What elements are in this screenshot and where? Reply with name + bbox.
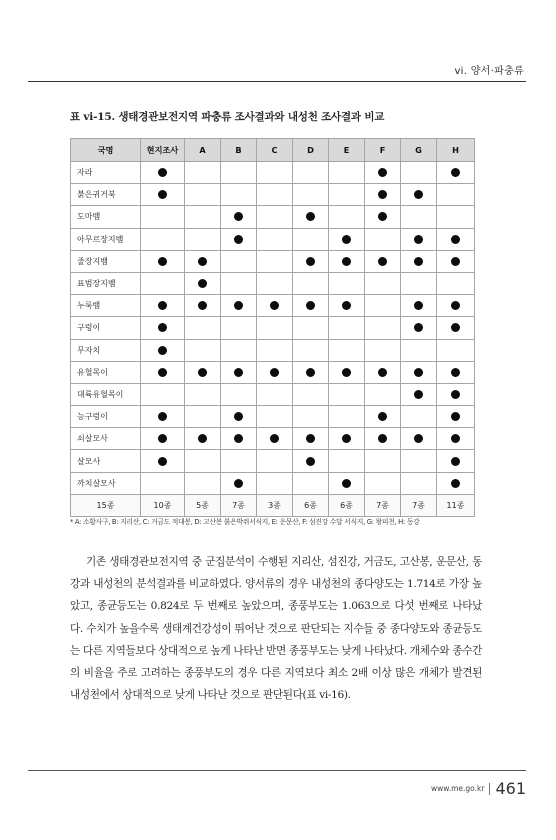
presence-cell — [293, 184, 329, 206]
presence-cell — [141, 472, 185, 494]
presence-dot-icon — [378, 368, 387, 377]
presence-dot-icon — [198, 279, 207, 288]
presence-dot-icon — [158, 434, 167, 443]
presence-cell — [401, 184, 437, 206]
presence-cell — [365, 228, 401, 250]
presence-cell — [185, 472, 221, 494]
species-name: 대륙유혈목이 — [71, 383, 141, 405]
presence-dot-icon — [451, 235, 460, 244]
presence-cell — [401, 250, 437, 272]
presence-cell — [293, 250, 329, 272]
presence-dot-icon — [306, 257, 315, 266]
total-cell: 7종 — [221, 494, 257, 516]
presence-cell — [141, 272, 185, 294]
table-header-row — [71, 139, 475, 162]
presence-cell — [401, 450, 437, 472]
presence-cell — [437, 317, 475, 339]
column-header: A — [185, 139, 221, 162]
presence-cell — [437, 272, 475, 294]
presence-cell — [365, 450, 401, 472]
presence-cell — [221, 228, 257, 250]
presence-dot-icon — [451, 412, 460, 421]
presence-cell — [401, 317, 437, 339]
presence-dot-icon — [158, 323, 167, 332]
presence-dot-icon — [414, 257, 423, 266]
column-header: B — [221, 139, 257, 162]
presence-cell — [293, 228, 329, 250]
presence-dot-icon — [158, 346, 167, 355]
presence-dot-icon — [198, 301, 207, 310]
species-name: 쇠살모사 — [71, 428, 141, 450]
presence-cell — [293, 295, 329, 317]
presence-cell — [257, 472, 293, 494]
presence-dot-icon — [306, 212, 315, 221]
presence-dot-icon — [306, 301, 315, 310]
presence-cell — [221, 472, 257, 494]
presence-cell — [329, 383, 365, 405]
presence-cell — [185, 428, 221, 450]
presence-cell — [365, 295, 401, 317]
presence-cell — [257, 206, 293, 228]
presence-cell — [437, 162, 475, 184]
footer-url: www.me.go.kr — [431, 784, 485, 793]
presence-cell — [185, 250, 221, 272]
column-header: C — [257, 139, 293, 162]
presence-cell — [329, 450, 365, 472]
column-header: 현지조사 — [141, 139, 185, 162]
presence-cell — [141, 428, 185, 450]
table-caption: 표 vi-15. 생태경관보전지역 파충류 조사결과와 내성천 조사결과 비교 — [70, 111, 385, 123]
presence-cell — [221, 206, 257, 228]
total-cell: 6종 — [293, 494, 329, 516]
total-cell: 5종 — [185, 494, 221, 516]
presence-cell — [185, 383, 221, 405]
presence-cell — [141, 383, 185, 405]
presence-cell — [401, 428, 437, 450]
body-paragraph: 기존 생태경관보전지역 중 군집분석이 수행된 지리산, 섬진강, 거금도, 고산봉, 운문산, 동강과 내성천의 분석결과를 비교하였다. 양서류의 경우 내성천의 종다양도는 1.714로 가장 높았고, 종균등도는 0.824로 두 번째로 높았으며, 종풍부도는 1.063으로 다섯 번째로 나타났다. 수치가 높을수록 생태계건강성이 뛰어난 것으로 판단되는 지수들 중 종다양도와 종균등도는 다른 지역들보다 상대적으로 높게 나타난 반면 종풍부도는 낮게 나타났다. 개체수와 종수간의 비율을 주로 고려하는 종풍부도의 경우 다른 지역보다 최소 2배 이상 많은 개체가 발견된 내성천에서 상대적으로 낮게 나타난 것으로 판단된다(표 vi-16). — [70, 556, 482, 702]
presence-dot-icon — [270, 301, 279, 310]
species-name: 도마뱀 — [71, 206, 141, 228]
presence-cell — [185, 361, 221, 383]
totals-row — [71, 494, 475, 516]
presence-cell — [365, 250, 401, 272]
presence-cell — [365, 428, 401, 450]
species-name: 까치살모사 — [71, 472, 141, 494]
presence-cell — [221, 317, 257, 339]
presence-cell — [401, 383, 437, 405]
presence-cell — [437, 228, 475, 250]
presence-dot-icon — [198, 368, 207, 377]
presence-cell — [437, 472, 475, 494]
presence-dot-icon — [234, 412, 243, 421]
presence-cell — [437, 428, 475, 450]
presence-dot-icon — [306, 434, 315, 443]
presence-cell — [221, 272, 257, 294]
presence-cell — [329, 317, 365, 339]
species-name: 능구렁이 — [71, 406, 141, 428]
presence-dot-icon — [234, 212, 243, 221]
presence-cell — [185, 406, 221, 428]
table-row — [71, 184, 475, 206]
presence-cell — [257, 184, 293, 206]
species-name: 살모사 — [71, 450, 141, 472]
presence-dot-icon — [378, 190, 387, 199]
presence-cell — [141, 206, 185, 228]
presence-cell — [437, 361, 475, 383]
presence-cell — [365, 383, 401, 405]
presence-dot-icon — [342, 257, 351, 266]
presence-cell — [437, 406, 475, 428]
presence-dot-icon — [414, 301, 423, 310]
presence-cell — [221, 406, 257, 428]
presence-cell — [185, 317, 221, 339]
presence-cell — [401, 272, 437, 294]
column-header: H — [437, 139, 475, 162]
species-name: 아무르장지뱀 — [71, 228, 141, 250]
presence-cell — [293, 162, 329, 184]
species-name: 유혈목이 — [71, 361, 141, 383]
presence-cell — [437, 383, 475, 405]
presence-cell — [293, 317, 329, 339]
presence-dot-icon — [234, 235, 243, 244]
species-name: 붉은귀거북 — [71, 184, 141, 206]
total-cell: 7종 — [365, 494, 401, 516]
total-cell: 6종 — [329, 494, 365, 516]
presence-cell — [401, 339, 437, 361]
column-header: G — [401, 139, 437, 162]
presence-cell — [401, 206, 437, 228]
presence-dot-icon — [414, 390, 423, 399]
presence-cell — [401, 228, 437, 250]
presence-cell — [141, 406, 185, 428]
presence-cell — [257, 406, 293, 428]
presence-dot-icon — [158, 412, 167, 421]
table-row — [71, 272, 475, 294]
presence-dot-icon — [378, 212, 387, 221]
column-header: 국명 — [71, 139, 141, 162]
presence-cell — [293, 272, 329, 294]
presence-cell — [257, 428, 293, 450]
presence-cell — [365, 472, 401, 494]
presence-dot-icon — [451, 479, 460, 488]
presence-dot-icon — [342, 479, 351, 488]
presence-cell — [365, 406, 401, 428]
presence-cell — [329, 295, 365, 317]
total-cell: 11종 — [437, 494, 475, 516]
presence-dot-icon — [451, 457, 460, 466]
presence-cell — [293, 472, 329, 494]
presence-cell — [329, 184, 365, 206]
presence-cell — [221, 295, 257, 317]
presence-dot-icon — [342, 368, 351, 377]
footer-rule — [28, 770, 526, 771]
footer-separator — [489, 783, 490, 795]
presence-cell — [221, 428, 257, 450]
presence-cell — [293, 383, 329, 405]
presence-dot-icon — [234, 301, 243, 310]
presence-dot-icon — [342, 235, 351, 244]
presence-cell — [221, 361, 257, 383]
presence-cell — [329, 406, 365, 428]
presence-cell — [329, 206, 365, 228]
presence-dot-icon — [158, 368, 167, 377]
presence-dot-icon — [158, 301, 167, 310]
presence-dot-icon — [234, 368, 243, 377]
presence-dot-icon — [378, 412, 387, 421]
presence-dot-icon — [451, 257, 460, 266]
presence-cell — [257, 317, 293, 339]
column-header: F — [365, 139, 401, 162]
presence-cell — [221, 184, 257, 206]
table-row — [71, 250, 475, 272]
table-row — [71, 450, 475, 472]
presence-cell — [141, 339, 185, 361]
presence-cell — [329, 162, 365, 184]
presence-cell — [365, 184, 401, 206]
presence-dot-icon — [306, 368, 315, 377]
presence-cell — [141, 361, 185, 383]
presence-cell — [257, 450, 293, 472]
presence-cell — [257, 295, 293, 317]
presence-dot-icon — [414, 235, 423, 244]
presence-dot-icon — [306, 457, 315, 466]
table-row — [71, 428, 475, 450]
presence-dot-icon — [158, 168, 167, 177]
header-rule — [28, 81, 526, 82]
presence-cell — [185, 272, 221, 294]
presence-cell — [293, 361, 329, 383]
total-cell: 7종 — [401, 494, 437, 516]
presence-dot-icon — [451, 390, 460, 399]
presence-dot-icon — [342, 434, 351, 443]
presence-cell — [437, 295, 475, 317]
presence-cell — [141, 162, 185, 184]
table-row — [71, 472, 475, 494]
presence-cell — [329, 339, 365, 361]
presence-cell — [329, 250, 365, 272]
presence-dot-icon — [414, 323, 423, 332]
presence-cell — [329, 361, 365, 383]
page-footer — [431, 778, 526, 798]
presence-dot-icon — [234, 479, 243, 488]
total-cell: 15종 — [71, 494, 141, 516]
presence-cell — [401, 295, 437, 317]
presence-cell — [365, 162, 401, 184]
table-row — [71, 339, 475, 361]
presence-cell — [293, 406, 329, 428]
presence-cell — [257, 361, 293, 383]
presence-cell — [185, 339, 221, 361]
presence-cell — [329, 472, 365, 494]
presence-dot-icon — [270, 368, 279, 377]
presence-cell — [437, 206, 475, 228]
presence-dot-icon — [451, 301, 460, 310]
presence-cell — [293, 428, 329, 450]
species-name: 무자치 — [71, 339, 141, 361]
presence-cell — [365, 339, 401, 361]
presence-cell — [257, 250, 293, 272]
presence-cell — [293, 206, 329, 228]
presence-cell — [141, 250, 185, 272]
table-row — [71, 295, 475, 317]
column-header: E — [329, 139, 365, 162]
presence-cell — [401, 361, 437, 383]
presence-dot-icon — [414, 368, 423, 377]
presence-cell — [401, 406, 437, 428]
presence-cell — [141, 295, 185, 317]
presence-cell — [221, 383, 257, 405]
presence-dot-icon — [270, 434, 279, 443]
presence-cell — [437, 339, 475, 361]
table-row — [71, 383, 475, 405]
table-row — [71, 361, 475, 383]
presence-cell — [401, 472, 437, 494]
table-row — [71, 406, 475, 428]
presence-dot-icon — [378, 168, 387, 177]
presence-cell — [329, 428, 365, 450]
table-row — [71, 228, 475, 250]
presence-dot-icon — [451, 323, 460, 332]
presence-cell — [257, 272, 293, 294]
presence-dot-icon — [198, 257, 207, 266]
page-header — [28, 52, 526, 82]
presence-dot-icon — [414, 190, 423, 199]
species-name: 누룩뱀 — [71, 295, 141, 317]
presence-dot-icon — [414, 434, 423, 443]
table-row — [71, 317, 475, 339]
presence-cell — [185, 184, 221, 206]
total-cell: 3종 — [257, 494, 293, 516]
column-header: D — [293, 139, 329, 162]
presence-cell — [365, 361, 401, 383]
page-number: 461 — [495, 779, 526, 798]
presence-cell — [221, 339, 257, 361]
presence-cell — [293, 450, 329, 472]
presence-dot-icon — [451, 168, 460, 177]
presence-dot-icon — [342, 301, 351, 310]
presence-cell — [437, 450, 475, 472]
total-cell: 10종 — [141, 494, 185, 516]
presence-cell — [401, 162, 437, 184]
table-row — [71, 206, 475, 228]
presence-cell — [257, 383, 293, 405]
presence-dot-icon — [158, 257, 167, 266]
presence-cell — [185, 295, 221, 317]
presence-cell — [437, 184, 475, 206]
species-name: 표범장지뱀 — [71, 272, 141, 294]
species-name: 자라 — [71, 162, 141, 184]
presence-cell — [365, 206, 401, 228]
presence-cell — [141, 317, 185, 339]
table-row — [71, 162, 475, 184]
presence-cell — [329, 228, 365, 250]
species-name: 구렁이 — [71, 317, 141, 339]
table-footnote: * A: 소황사구, B: 지리산, C: 거금도 적대봉, D: 고산봉 붉은박쥐서식지, E: 운문산, F: 섬진강 수달 서식지, G: 왕피천, H: 동강 — [70, 518, 420, 526]
presence-cell — [365, 317, 401, 339]
presence-cell — [185, 162, 221, 184]
presence-cell — [185, 206, 221, 228]
species-name: 줄장지뱀 — [71, 250, 141, 272]
presence-cell — [221, 250, 257, 272]
presence-dot-icon — [198, 434, 207, 443]
presence-dot-icon — [451, 368, 460, 377]
presence-cell — [141, 450, 185, 472]
presence-dot-icon — [234, 434, 243, 443]
presence-cell — [185, 228, 221, 250]
presence-dot-icon — [378, 434, 387, 443]
presence-cell — [365, 272, 401, 294]
presence-cell — [257, 228, 293, 250]
presence-cell — [329, 272, 365, 294]
presence-cell — [437, 250, 475, 272]
presence-cell — [221, 450, 257, 472]
presence-cell — [141, 228, 185, 250]
presence-cell — [293, 339, 329, 361]
presence-cell — [185, 450, 221, 472]
presence-dot-icon — [158, 457, 167, 466]
presence-dot-icon — [158, 190, 167, 199]
chapter-title: vi. 양서·파충류 — [454, 66, 524, 77]
reptile-comparison-table — [70, 138, 475, 517]
presence-cell — [141, 184, 185, 206]
presence-cell — [257, 339, 293, 361]
presence-dot-icon — [378, 257, 387, 266]
presence-dot-icon — [451, 434, 460, 443]
presence-cell — [257, 162, 293, 184]
presence-cell — [221, 162, 257, 184]
